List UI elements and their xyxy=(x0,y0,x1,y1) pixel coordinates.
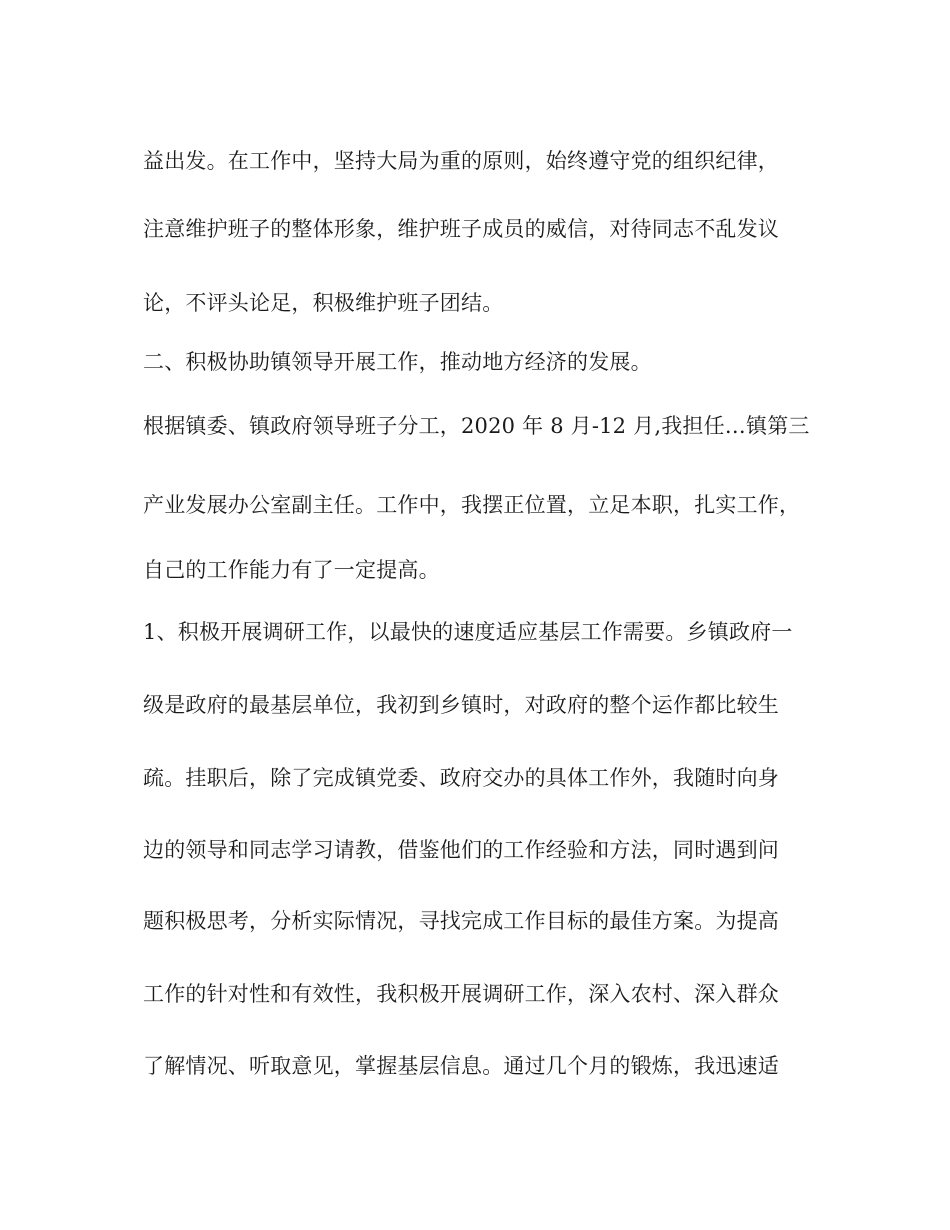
text-line: 产业发展办公室副主任。工作中，我摆正位置，立足本职，扎实工作， xyxy=(143,493,801,517)
text-line: 边的领导和同志学习请教，借鉴他们的工作经验和方法，同时遇到问 xyxy=(143,838,779,862)
text-line: 注意维护班子的整体形象，维护班子成员的威信，对待同志不乱发议 xyxy=(143,217,779,241)
text-line: 题积极思考，分析实际情况，寻找完成工作目标的最佳方案。为提高 xyxy=(143,909,779,933)
text-line: 益出发。在工作中，坚持大局为重的原则，始终遵守党的组织纪律， xyxy=(143,149,779,173)
text-line: 了解情况、听取意见，掌握基层信息。通过几个月的锻炼，我迅速适 xyxy=(143,1054,779,1078)
subheading-line: 1、积极开展调研工作，以最快的速度适应基层工作需要。乡镇政府一 xyxy=(143,620,793,644)
text-line: 自己的工作能力有了一定提高。 xyxy=(143,558,440,582)
text-line: 级是政府的最基层单位，我初到乡镇时，对政府的整个运作都比较生 xyxy=(143,693,779,717)
text-line: 根据镇委、镇政府领导班子分工，2020 年 8 月-12 月,我担任…镇第三 xyxy=(143,414,810,438)
text-line: 工作的针对性和有效性，我积极开展调研工作，深入农村、深入群众 xyxy=(143,982,779,1006)
section-heading: 二、积极协助镇领导开展工作，推动地方经济的发展。 xyxy=(143,350,652,374)
text-line: 疏。挂职后，除了完成镇党委、政府交办的具体工作外，我随时向身 xyxy=(143,766,779,790)
text-line: 论，不评头论足，积极维护班子团结。 xyxy=(143,291,504,315)
